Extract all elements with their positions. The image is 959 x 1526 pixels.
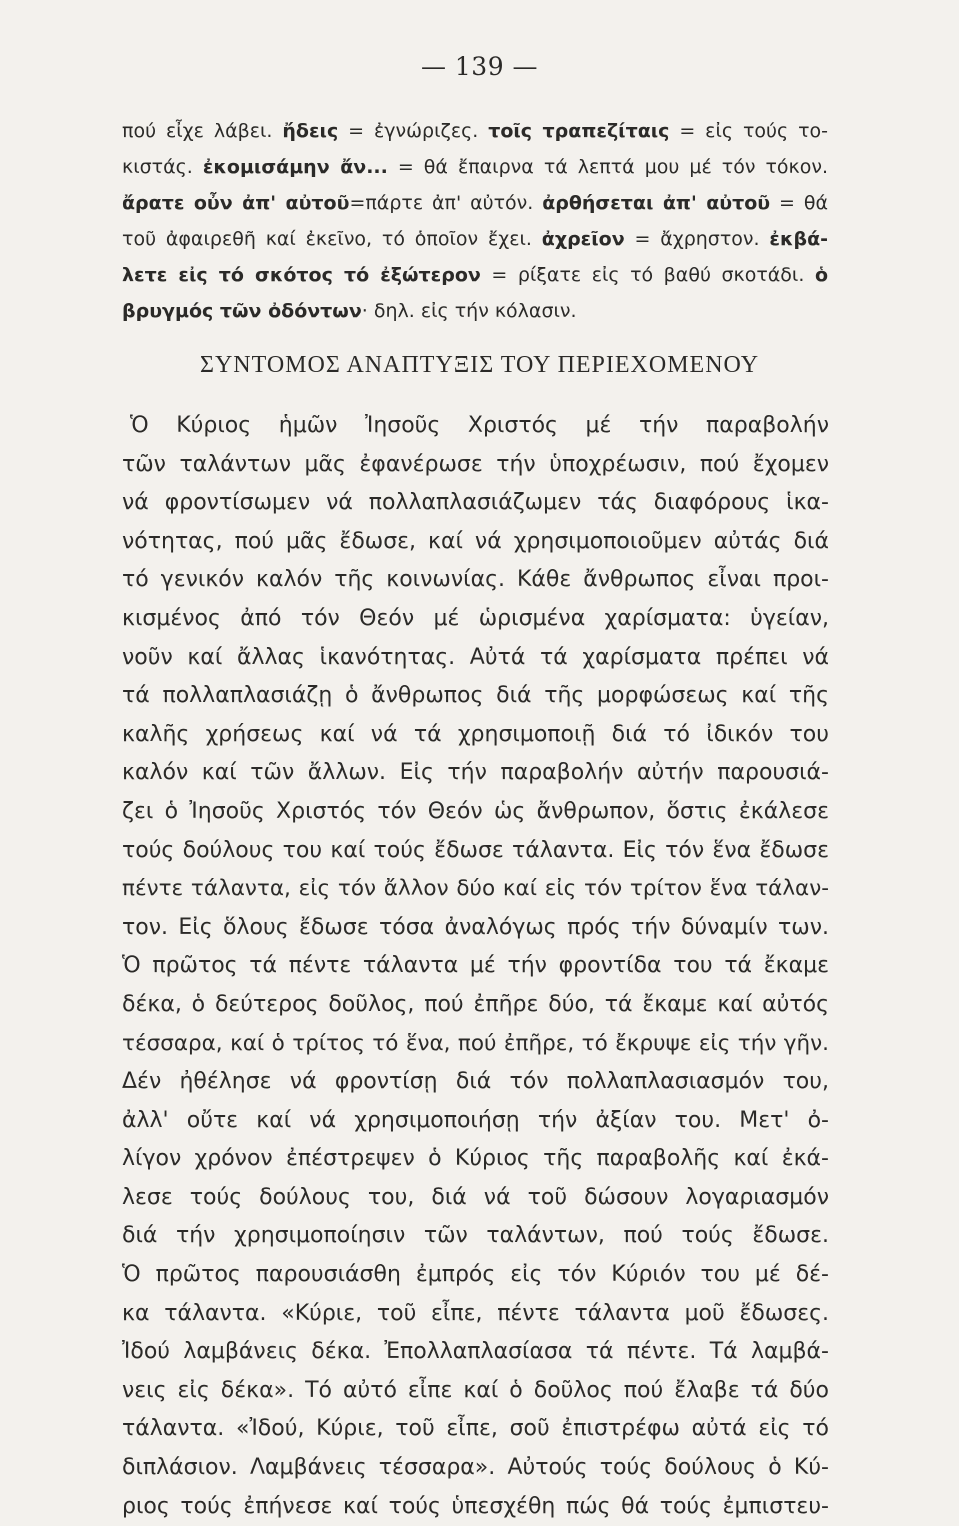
body-line: τῶν ταλάντων μᾶς ἐφανέρωσε τήν ὑποχρέωσιν, πού ἔχομεν	[122, 451, 829, 477]
glossary-term: ἐκβά-	[769, 228, 829, 250]
body-line: νά φροντίσωμεν νά πολλαπλασιάζωμεν τάς διαφόρους ἱκα-	[122, 490, 829, 516]
body-line: δέκα, ὁ δεύτερος δοῦλος, πού ἐπῆρε δύο, τά ἔκαμε καί αὐτός	[122, 991, 829, 1017]
glossary-line	[122, 112, 828, 148]
glossary-definition: = ἐγνώριζες.	[338, 120, 489, 142]
body-line: τό γενικόν καλόν τῆς κοινωνίας. Κάθε ἄνθρωπος εἶναι προι-	[122, 567, 829, 593]
body-line: λίγον χρόνον ἐπέστρεψεν ὁ Κύριος τῆς παραβολῆς καί ἐκά-	[122, 1146, 829, 1172]
glossary-definition: · δηλ. εἰς τήν κόλασιν.	[361, 300, 577, 322]
body-line: τέσσαρα, καί ὁ τρίτος τό ἕνα, πού ἐπῆρε, τό ἔκρυψε εἰς τήν γῆν.	[122, 1030, 829, 1056]
glossary-term: ἐκομισάμην ἄν...	[202, 156, 388, 178]
glossary-definition: = ρίξατε εἰς τό βαθύ σκοτάδι.	[480, 264, 815, 286]
body-line: Δέν ἠθέλησε νά φροντίσῃ διά τόν πολλαπλασιασμόν του,	[122, 1069, 829, 1095]
body-line: Ὁ πρῶτος παρουσιάσθη ἐμπρός εἰς τόν Κύριόν του μέ δέ-	[122, 1262, 829, 1288]
glossary-term: ἀρθήσεται ἀπ' αὐτοῦ	[542, 192, 771, 214]
page-number: — 139 —	[420, 52, 539, 81]
body-line: καλόν καί τῶν ἄλλων. Εἰς τήν παραβολήν αὐτήν παρουσιά-	[122, 760, 829, 786]
body-line: τούς δούλους του καί τούς ἔδωσε τάλαντα. Εἰς τόν ἕνα ἔδωσε	[122, 837, 829, 863]
body-line: νοῦν καί ἄλλας ἱκανότητας. Αὐτά τά χαρίσματα πρέπει νά	[122, 644, 829, 670]
body-line: τάλαντα. «Ἰδού, Κύριε, τοῦ εἶπε, σοῦ ἐπιστρέφω αὐτά εἰς τό	[122, 1416, 829, 1442]
glossary-definition: = θά ἔπαιρνα τά λεπτά μου μέ τόν τόκον.	[387, 156, 828, 178]
body-line: ἀλλ' οὔτε καί νά χρησιμοποιήσῃ τήν ἀξίαν του. Μετ' ὀ-	[122, 1107, 829, 1133]
glossary-definition: κιστάς.	[122, 156, 203, 178]
glossary-term: ἄρατε οὖν ἀπ' αὐτοῦ	[122, 192, 350, 214]
body-text	[122, 407, 829, 1526]
glossary-definition: = θά	[770, 192, 828, 214]
body-line: λεσε τούς δούλους του, διά νά τοῦ δώσουν λογαριασμόν	[122, 1184, 829, 1210]
body-line: Ἰδού λαμβάνεις δέκα. Ἐπολλαπλασίασα τά πέντε. Τά λαμβά-	[122, 1339, 829, 1365]
glossary-term: ὁ	[814, 264, 828, 286]
body-line: νότητας, πού μᾶς ἔδωσε, καί νά χρησιμοποιοῦμεν αὐτάς διά	[122, 528, 829, 554]
glossary-line	[122, 148, 828, 184]
glossary-term: ἤδεις	[282, 120, 339, 142]
glossary-line	[122, 184, 828, 220]
glossary-definition: τοῦ ἀφαιρεθῆ καί ἐκεῖνο, τό ὁποῖον ἔχει.	[122, 228, 542, 250]
body-line: Ὁ Κύριος ἡμῶν Ἰησοῦς Χριστός μέ τήν παραβολήν	[130, 413, 829, 438]
glossary-term: τοῖς τραπεζίταις	[488, 120, 670, 142]
body-line: Ὁ πρῶτος τά πέντε τάλαντα μέ τήν φροντίδα του τά ἔκαμε	[122, 953, 829, 979]
glossary-definition: =πάρτε ἀπ' αὐτόν.	[349, 192, 543, 214]
body-line: καλῆς χρήσεως καί νά τά χρησιμοποιῇ διά τό ἰδικόν του	[122, 721, 829, 747]
glossary-definition: πού εἶχε λάβει.	[122, 120, 283, 142]
glossary-line	[122, 292, 828, 328]
body-line: τον. Εἰς ὅλους ἔδωσε τόσα ἀναλόγως πρός τήν δύναμίν των.	[122, 914, 829, 940]
body-line: κισμένος ἀπό τόν Θεόν μέ ὡρισμένα χαρίσματα: ὑγείαν,	[122, 605, 829, 631]
body-line: διά τήν χρησιμοποίησιν τῶν ταλάντων, πού τούς ἔδωσε.	[122, 1223, 829, 1249]
body-line: νεις εἰς δέκα». Τό αὐτό εἶπε καί ὁ δοῦλος πού ἔλαβε τά δύο	[122, 1377, 829, 1403]
glossary-term: βρυγμός τῶν ὀδόντων	[122, 300, 362, 322]
body-line: ριος τούς ἐπήνεσε καί τούς ὑπεσχέθη πώς θά τούς ἐμπιστευ-	[122, 1493, 829, 1519]
glossary-definition: = εἰς τούς το-	[669, 120, 828, 142]
body-line: πέντε τάλαντα, εἰς τόν ἄλλον δύο καί εἰς τόν τρίτον ἕνα τάλαν-	[122, 876, 829, 902]
body-line: ζει ὁ Ἰησοῦς Χριστός τόν Θεόν ὡς ἄνθρωπον, ὅστις ἐκάλεσε	[122, 798, 829, 824]
body-line: κα τάλαντα. «Κύριε, τοῦ εἶπε, πέντε τάλαντα μοῦ ἔδωσες.	[122, 1300, 829, 1326]
glossary-line	[122, 220, 828, 256]
glossary-definition: = ἄχρηστον.	[624, 228, 770, 250]
glossary-line	[122, 256, 828, 292]
body-line: τά πολλαπλασιάζῃ ὁ ἄνθρωπος διά τῆς μορφώσεως καί τῆς	[122, 683, 829, 709]
glossary-term: λετε εἰς τό σκότος τό ἐξώτερον	[122, 264, 481, 286]
body-line: διπλάσιον. Λαμβάνεις τέσσαρα». Αὐτούς τούς δούλους ὁ Κύ-	[122, 1455, 829, 1481]
glossary-term: ἀχρεῖον	[541, 228, 625, 250]
section-heading: ΣΥΝΤΟΜΟΣ ΑΝΑΠΤΥΞΙΣ ΤΟΥ ΠΕΡΙΕΧΟΜΕΝΟΥ	[199, 352, 760, 378]
glossary-notes	[122, 112, 828, 328]
